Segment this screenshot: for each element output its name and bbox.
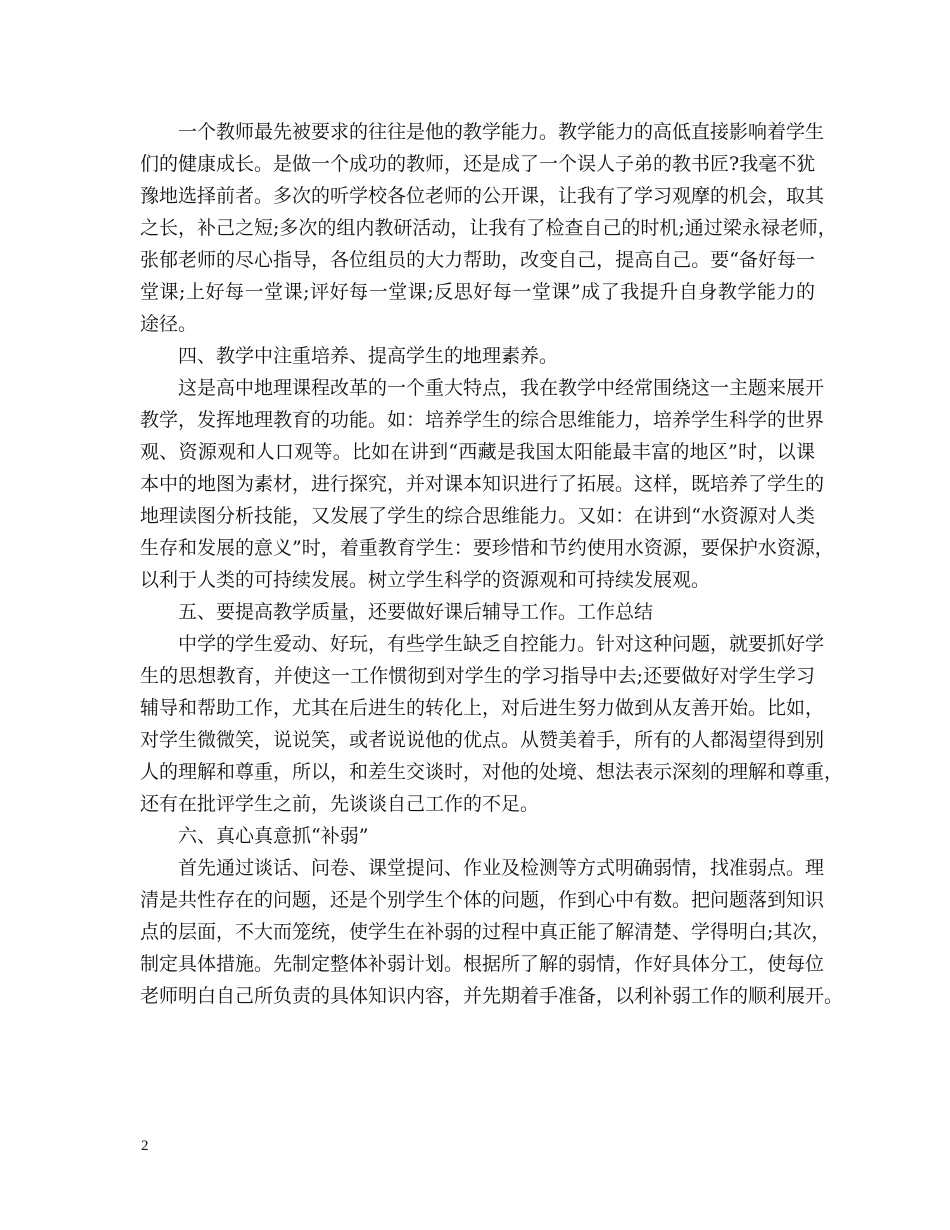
text-line: 老师明白自己所负责的具体知识内容，并先期着手准备，以利补弱工作的顺利展开。 <box>140 985 844 1007</box>
text-line: 点的层面，不大而笼统，使学生在补弱的过程中真正能了解清楚、学得明白;其次， <box>140 921 831 943</box>
text-line: 本中的地图为素材，进行探究，并对课本知识进行了拓展。这样，既培养了学生的 <box>140 473 825 495</box>
section-heading: 六、真心真意抓“补弱” <box>178 825 369 847</box>
text-line: 以利于人类的可持续发展。树立学生科学的资源观和可持续发展观。 <box>140 569 711 591</box>
text-line: 张郁老师的尽心指导，各位组员的大力帮助，改变自己，提高自己。要“备好每一 <box>140 249 815 271</box>
section-heading: 四、教学中注重培养、提高学生的地理素养。 <box>178 345 559 367</box>
text-line: 中学的学生爱动、好玩，有些学生缺乏自控能力。针对这种问题，就要抓好学 <box>178 633 825 655</box>
text-line: 制定具体措施。先制定整体补弱计划。根据所了解的弱情，作好具体分工，使每位 <box>140 953 825 975</box>
body-text <box>140 116 844 1012</box>
section-heading: 五、要提高教学质量，还要做好课后辅导工作。工作总结 <box>178 601 654 623</box>
text-line: 生存和发展的意义”时，着重教育学生：要珍惜和节约使用水资源，要保护水资源， <box>140 537 834 559</box>
text-line: 豫地选择前者。多次的听学校各位老师的公开课，让我有了学习观摩的机会，取其 <box>140 185 825 207</box>
text-line: 对学生微微笑，说说笑，或者说说他的优点。从赞美着手，所有的人都渴望得到别 <box>140 729 825 751</box>
text-line: 这是高中地理课程改革的一个重大特点，我在教学中经常围绕这一主题来展开 <box>178 377 825 399</box>
text-line: 辅导和帮助工作，尤其在后进生的转化上，对后进生努力做到从友善开始。比如， <box>140 697 825 719</box>
text-line: 生的思想教育，并使这一工作惯彻到对学生的学习指导中去;还要做好对学生学习 <box>140 665 815 687</box>
text-line: 一个教师最先被要求的往往是他的教学能力。教学能力的高低直接影响着学生 <box>178 121 825 143</box>
page-number: 2 <box>141 1138 149 1154</box>
text-line: 教学，发挥地理教育的功能。如：培养学生的综合思维能力，培养学生科学的世界 <box>140 409 825 431</box>
text-line: 途径。 <box>140 313 198 335</box>
text-line: 堂课;上好每一堂课;评好每一堂课;反思好每一堂课”成了我提升自身教学能力的 <box>140 281 815 303</box>
text-line: 还有在批评学生之前，先谈谈自己工作的不足。 <box>140 793 540 815</box>
text-line: 们的健康成长。是做一个成功的教师，还是成了一个误人子弟的教书匠?我毫不犹 <box>140 153 816 175</box>
text-line: 之长，补己之短;多次的组内教研活动，让我有了检查自己的时机;通过梁永禄老师， <box>140 217 837 239</box>
text-line: 地理读图分析技能，又发展了学生的综合思维能力。又如：在讲到“水资源对人类 <box>140 505 815 527</box>
text-line: 首先通过谈话、问卷、课堂提问、作业及检测等方式明确弱情，找准弱点。理 <box>178 857 825 879</box>
text-line: 清是共性存在的问题，还是个别学生个体的问题，作到心中有数。把问题落到知识 <box>140 889 825 911</box>
text-line: 人的理解和尊重，所以，和差生交谈时，对他的处境、想法表示深刻的理解和尊重， <box>140 761 844 783</box>
text-line: 观、资源观和人口观等。比如在讲到“西藏是我国太阳能最丰富的地区”时，以课 <box>140 441 815 463</box>
